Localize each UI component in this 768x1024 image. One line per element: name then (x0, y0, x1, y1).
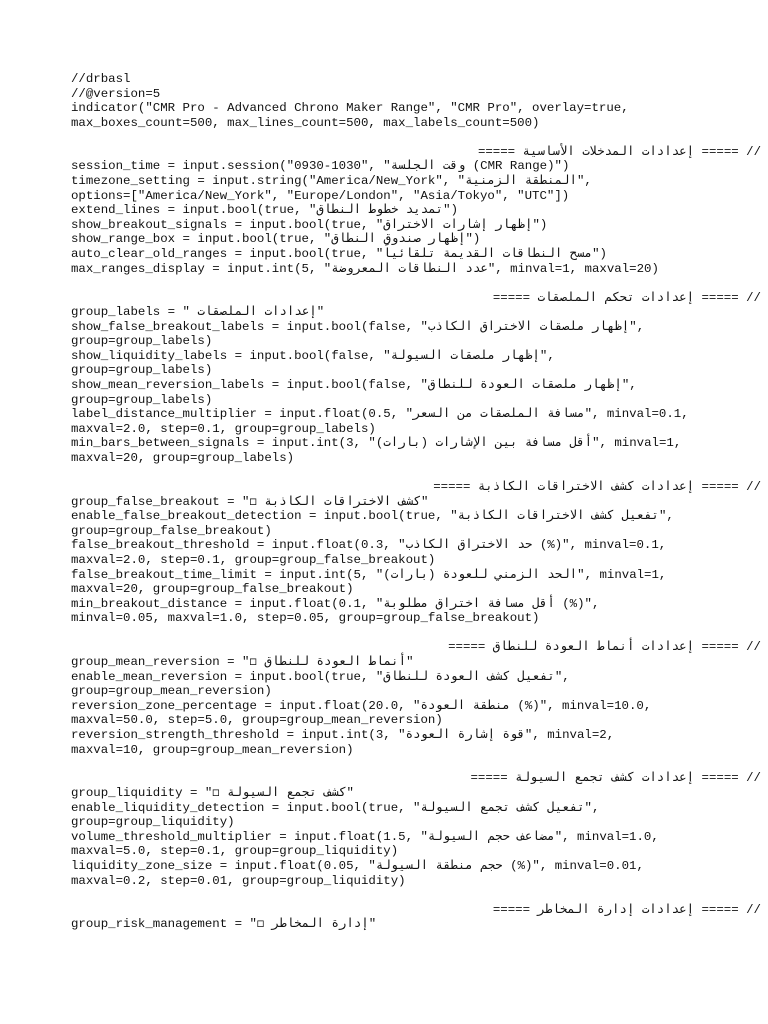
code-line: max_boxes_count=500, max_lines_count=500, max_labels_count=500) (71, 115, 540, 130)
code-line: show_breakout_signals = input.bool(true, "إظهار إشارات الاختراق") (71, 217, 548, 232)
code-line: min_bars_between_signals = input.int(3, "أقل مسافة بين الإشارات (بارات)", minval=1, (71, 436, 682, 451)
code-line: //@version=5 (71, 86, 161, 101)
code-line: options=["America/New_York", "Europe/London", "Asia/Tokyo", "UTC"]) (71, 188, 570, 203)
code-document (71, 72, 761, 946)
code-line: show_liquidity_labels = input.bool(false, "إظهار ملصقات السيولة", (71, 348, 555, 363)
false-breakout-block (71, 480, 761, 626)
code-line: maxval=50.0, step=5.0, group=group_mean_reversion) (71, 713, 443, 728)
code-line: enable_false_breakout_detection = input.bool(true, "تفعيل كشف الاختراقات الكاذبة", (71, 509, 674, 524)
code-line: maxval=10, group=group_mean_reversion) (71, 742, 354, 757)
basic-inputs-block (71, 145, 761, 276)
code-line: show_mean_reversion_labels = input.bool(false, "إظهار ملصقات العودة للنطاق", (71, 378, 637, 393)
code-line: maxval=20, group=group_false_breakout) (71, 582, 354, 597)
code-line: false_breakout_time_limit = input.int(5, "الحد الزمني للعودة (بارات)", minval=1, (71, 567, 667, 582)
section-comment: // ===== إعدادات كشف تجمع السيولة ===== (470, 771, 761, 786)
code-line: volume_threshold_multiplier = input.float(1.5, "مضاعف حجم السيولة", minval=1.0, (71, 829, 659, 844)
header-block (71, 72, 761, 130)
code-line: group_liquidity = "◻ كشف تجمع السيولة" (71, 786, 354, 801)
code-line: false_breakout_threshold = input.float(0.3, "حد الاختراق الكاذب (%)", minval=0.1, (71, 538, 667, 553)
code-line: maxval=0.2, step=0.01, group=group_liquidity) (71, 873, 406, 888)
section-comment: // ===== إعدادات أنماط العودة للنطاق ===== (448, 640, 761, 655)
code-line: session_time = input.session("0930-1030", "وقت الجلسة (CMR Range)") (71, 159, 570, 174)
code-line: maxval=5.0, step=0.1, group=group_liquidity) (71, 844, 399, 859)
code-line: show_false_breakout_labels = input.bool(false, "إظهار ملصقات الاختراق الكاذب", (71, 319, 645, 334)
section-comment: // ===== إعدادات إدارة المخاطر ===== (492, 902, 761, 917)
code-line: enable_liquidity_detection = input.bool(true, "تفعيل كشف تجمع السيولة", (71, 800, 600, 815)
code-line: group=group_labels) (71, 334, 213, 349)
code-line: liquidity_zone_size = input.float(0.05, "حجم منطقة السيولة (%)", minval=0.01, (71, 859, 644, 874)
code-line: group=group_labels) (71, 392, 213, 407)
code-line: reversion_zone_percentage = input.float(20.0, "منطقة العودة (%)", minval=10.0, (71, 698, 652, 713)
code-line: enable_mean_reversion = input.bool(true, "تفعيل كشف العودة للنطاق", (71, 669, 570, 684)
section-comment: // ===== إعدادات تحكم الملصقات ===== (492, 290, 761, 305)
code-line: group_false_breakout = "◻ كشف الاختراقات الكاذبة" (71, 494, 429, 509)
liquidity-block (71, 771, 761, 888)
code-line: timezone_setting = input.string("America/New_York", "المنطقة الزمنية", (71, 173, 592, 188)
section-comment: // ===== إعدادات المدخلات الأساسية ===== (477, 144, 761, 159)
code-line: maxval=20, group=group_labels) (71, 451, 295, 466)
code-line: min_breakout_distance = input.float(0.1, "أقل مسافة اختراق مطلوبة (%)", (71, 596, 600, 611)
code-line: maxval=2.0, step=0.1, group=group_labels) (71, 421, 376, 436)
code-line: maxval=2.0, step=0.1, group=group_false_breakout) (71, 552, 436, 567)
mean-reversion-block (71, 640, 761, 757)
code-line: group_labels = " إعدادات الملصقات" (71, 305, 325, 320)
risk-management-block (71, 903, 761, 932)
code-line: //drbasl (71, 72, 131, 86)
code-line: reversion_strength_threshold = input.int(3, "قوة إشارة العودة", minval=2, (71, 727, 615, 742)
code-line: group=group_labels) (71, 363, 213, 378)
code-line: label_distance_multiplier = input.float(0.5, "مسافة الملصقات من السعر", minval=0.1, (71, 407, 689, 422)
code-line: max_ranges_display = input.int(5, "عدد النطاقات المعروضة", minval=1, maxval=20) (71, 261, 659, 276)
code-line: group_mean_reversion = "◻ أنماط العودة للنطاق" (71, 654, 414, 669)
code-line: group=group_false_breakout) (71, 523, 272, 538)
code-line: auto_clear_old_ranges = input.bool(true, "مسح النطاقات القديمة تلقائياً") (71, 246, 607, 261)
labels-settings-block (71, 291, 761, 466)
code-line: group_risk_management = "◻ إدارة المخاطر" (71, 917, 377, 932)
code-line: indicator("CMR Pro - Advanced Chrono Maker Range", "CMR Pro", overlay=true, (71, 101, 629, 116)
code-line: extend_lines = input.bool(true, "تمديد خطوط النطاق") (71, 203, 459, 218)
code-line: show_range_box = input.bool(true, "إظهار صندوق النطاق") (71, 232, 481, 247)
code-line: group=group_mean_reversion) (71, 684, 272, 699)
code-line: minval=0.05, maxval=1.0, step=0.05, group=group_false_breakout) (71, 611, 540, 626)
code-line: group=group_liquidity) (71, 815, 235, 830)
section-comment: // ===== إعدادات كشف الاختراقات الكاذبة ===== (433, 480, 761, 495)
